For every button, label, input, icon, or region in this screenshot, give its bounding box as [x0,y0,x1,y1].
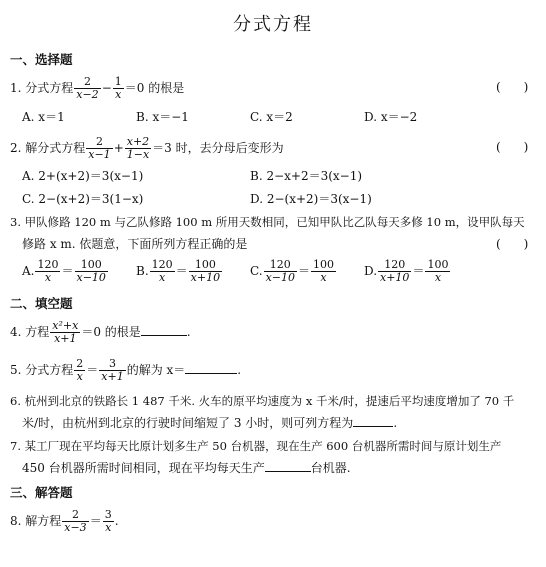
q1-answer-bracket[interactable]: ( ) [496,80,529,94]
q1-option-b[interactable]: B. x＝−1 [136,110,189,124]
q8-fraction-1: $\frac{2}{x-3}$ [64,508,87,534]
q2-fraction-1: $\frac{2}{x-1}$ [88,135,111,161]
q1-stem: 1. 分式方程 [10,81,74,95]
q8-fraction-2: $\frac{3}{x}$ [104,508,112,534]
q3-option-c[interactable]: C. $\frac{120}{x-10}$ ＝ $\frac{100}{x}$ [250,258,335,284]
q2-option-d[interactable]: D. 2−(x+2)＝3(x−1) [250,192,372,206]
question-6-line-1: 6. 杭州到北京的铁路长 1 487 千米. 火车的原平均速度为 x 千米/时，提速后平均速度增加了 70 千 [10,394,515,408]
question-4: 4. 方程 $\frac{\text{x²+x}}{x+1}$ ＝0 的根是 . [10,319,191,345]
q1-option-a[interactable]: A. x＝1 [22,110,65,124]
q5-fraction-2: $\frac{3}{x+1}$ [101,357,124,383]
question-3-line-2: 修路 x m. 依题意，下面所列方程正确的是 [22,237,248,251]
section-solve-heading: 三、解答题 [10,485,73,500]
q1-option-d[interactable]: D. x＝−2 [364,110,418,124]
q1-fraction-2: $\frac{1}{x}$ [114,75,122,101]
q3-answer-bracket[interactable]: ( ) [496,237,529,251]
section-choice-heading: 一、选择题 [10,52,73,67]
q5-fraction-1: $\frac{2}{x}$ [76,357,84,383]
question-2: 2. 解分式方程 $\frac{2}{x-1}$ + $\frac{x+2}{1-x}$ ＝3 时，去分母后变形为 [10,135,284,161]
q2-fraction-2: $\frac{x+2}{1-x}$ [126,135,150,161]
question-7-line-2: 450 台机器所需时间相同，现在平均每天生产 台机器. [22,461,351,475]
q2-option-a[interactable]: A. 2+(x+2)＝3(x−1) [22,169,144,183]
q4-fraction: $\frac{\text{x²+x}}{x+1}$ [52,319,79,345]
question-3-line-1: 3. 甲队修路 120 m 与乙队修路 100 m 所用天数相同，已知甲队比乙队每天多修 10 m，设甲队每天 [10,215,525,229]
q2-option-b[interactable]: B. 2−x+2＝3(x−1) [250,169,363,183]
q6-answer-blank[interactable] [353,414,393,427]
question-5: 5. 分式方程 $\frac{2}{x}$ ＝ $\frac{3}{x+1}$ 的解为 x＝ . [10,357,242,383]
q3-option-d[interactable]: D. $\frac{120}{x+10}$ ＝ $\frac{100}{x}$ [364,258,449,284]
q2-stem-end: ＝3 时，去分母后变形为 [152,141,284,155]
q3-option-b[interactable]: B. $\frac{120}{x}$ ＝ $\frac{100}{x+10}$ [136,258,221,284]
question-6-line-2: 米/时，由杭州到北京的行驶时间缩短了 3 小时，则可列方程为 . [22,416,398,430]
section-fill-heading: 二、填空题 [10,296,73,311]
q2-option-c[interactable]: C. 2−(x+2)＝3(1−x) [22,192,144,206]
q2-answer-bracket[interactable]: ( ) [496,140,529,154]
q3-option-a[interactable]: A. $\frac{120}{x}$ ＝ $\frac{100}{x-10}$ [22,258,106,284]
question-7-line-1: 7. 某工厂现在平均每天比原计划多生产 50 台机器，现在生产 600 台机器所需时间与原计划生产 [10,439,502,453]
q1-fraction-1: $\frac{2}{x-2}$ [76,75,99,101]
page-title: 分式方程 [233,14,313,35]
q1-stem-end: ＝0 的根是 [124,81,185,95]
q1-option-c[interactable]: C. x＝2 [250,110,293,124]
question-8: 8. 解方程 $\frac{2}{x-3}$ ＝ $\frac{3}{x}$ . [10,508,119,534]
q2-stem: 2. 解分式方程 [10,141,86,155]
q4-answer-blank[interactable] [141,323,187,336]
question-1: 1. 分式方程 $\frac{2}{x-2}$ − $\frac{1}{x}$ ＝0 的根是 [10,75,185,101]
q7-answer-blank[interactable] [265,459,311,472]
q5-answer-blank[interactable] [185,361,237,374]
